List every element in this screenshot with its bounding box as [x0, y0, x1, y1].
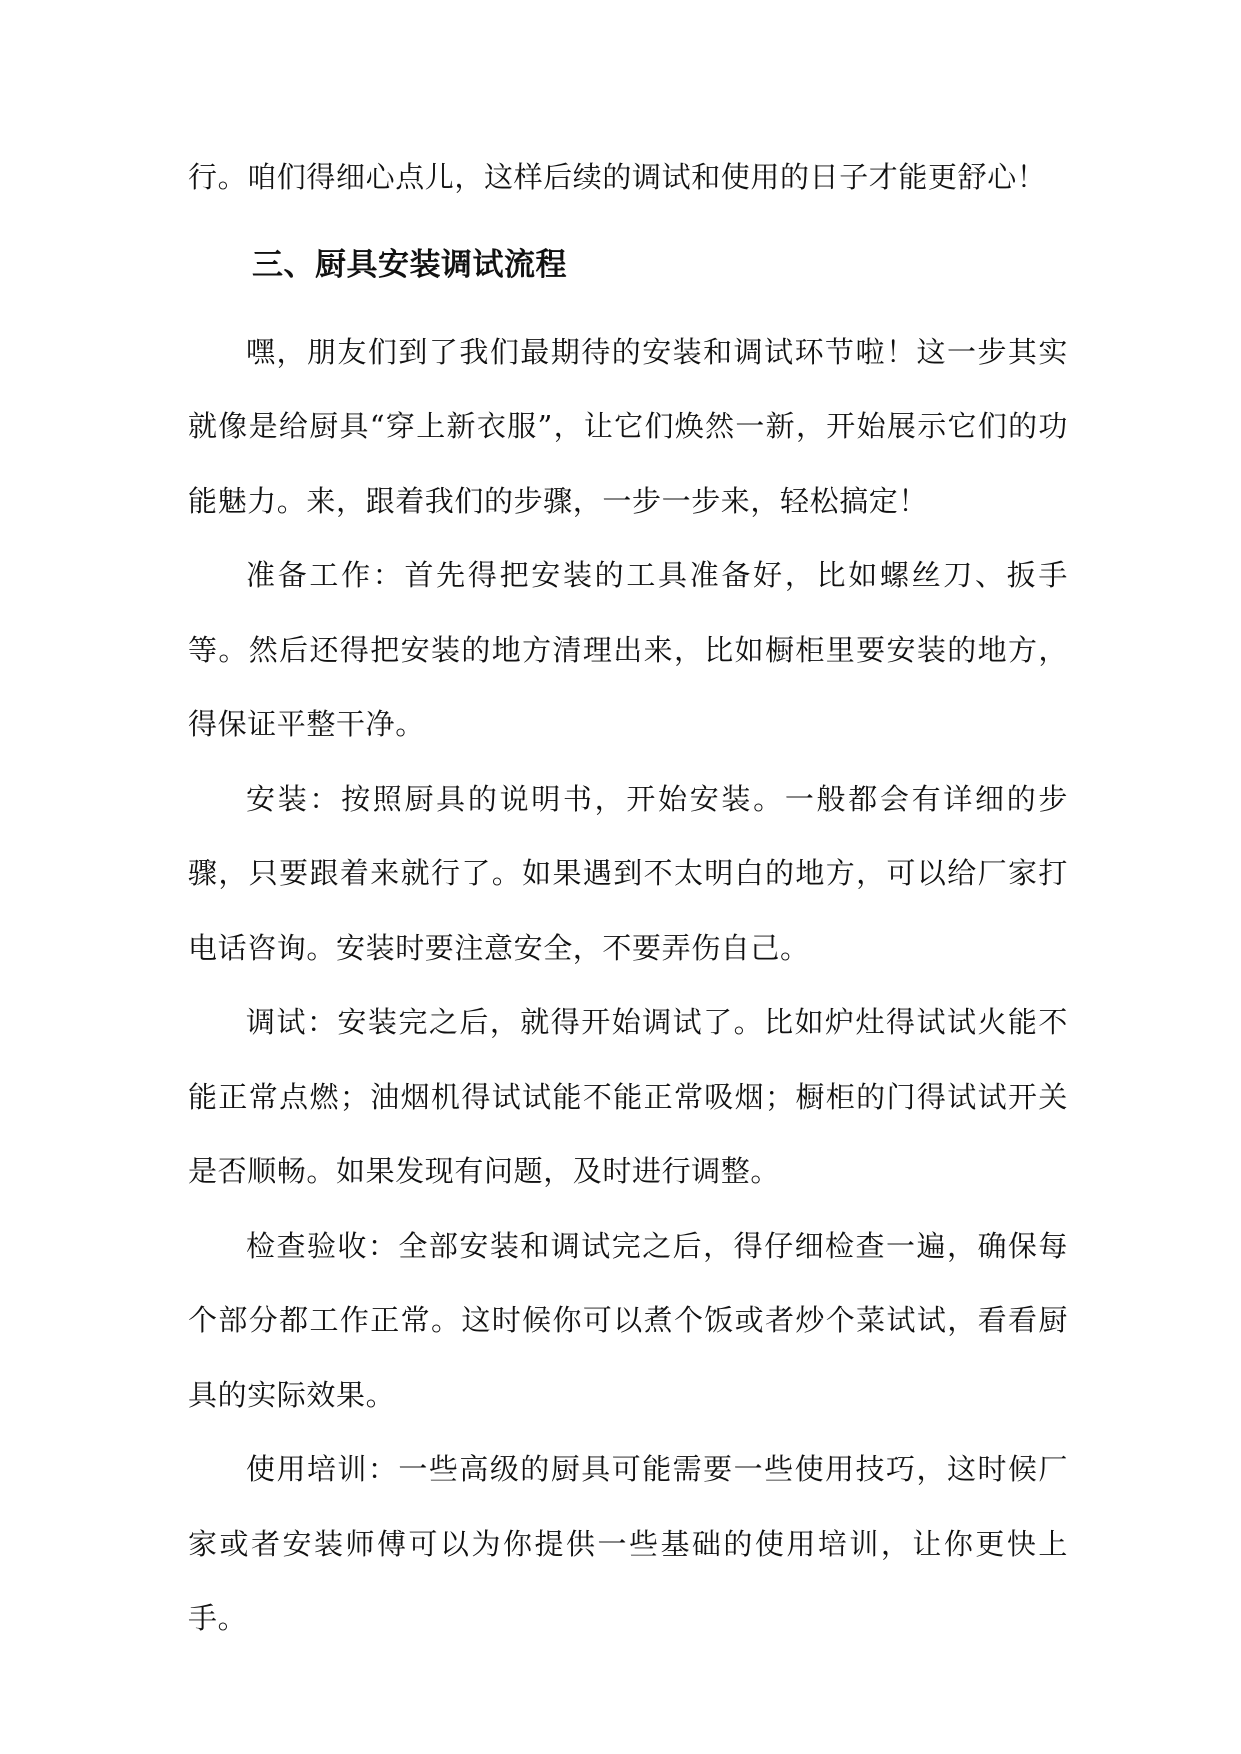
- section-heading: 三、厨具安装调试流程: [252, 246, 567, 283]
- paragraph-installation: 安装：按照厨具的说明书，开始安装。一般都会有详细的步骤，只要跟着来就行了。如果遇到不太明白的地方，可以给厂家打电话咨询。安装时要注意安全，不要弄伤自己。: [188, 781, 1068, 965]
- paragraph-intro: 嘿，朋友们到了我们最期待的安装和调试环节啦！这一步其实就像是给厨具“穿上新衣服”，让它们焕然一新，开始展示它们的功能魅力。来，跟着我们的步骤，一步一步来，轻松搞定！: [188, 334, 1068, 518]
- continuation-paragraph: 行。咱们得细心点儿，这样后续的调试和使用的日子才能更舒心！: [188, 160, 1047, 194]
- document-body: [188, 140, 1068, 1656]
- paragraph-preparation: 准备工作：首先得把安装的工具准备好，比如螺丝刀、扳手等。然后还得把安装的地方清理出来，比如橱柜里要安装的地方，得保证平整干净。: [188, 558, 1068, 741]
- paragraph-debugging: 调试：安装完之后，就得开始调试了。比如炉灶得试试火能不能正常点燃；油烟机得试试能不能正常吸烟；橱柜的门得试试开关是否顺畅。如果发现有问题，及时进行调整。: [188, 1005, 1068, 1188]
- paragraph-inspection: 检查验收：全部安装和调试完之后，得仔细检查一遍，确保每个部分都工作正常。这时候你可以煮个饭或者炒个菜试试，看看厨具的实际效果。: [188, 1228, 1068, 1412]
- paragraph-training: 使用培训：一些高级的厨具可能需要一些使用技巧，这时候厂家或者安装师傅可以为你提供一些基础的使用培训，让你更快上手。: [188, 1452, 1068, 1635]
